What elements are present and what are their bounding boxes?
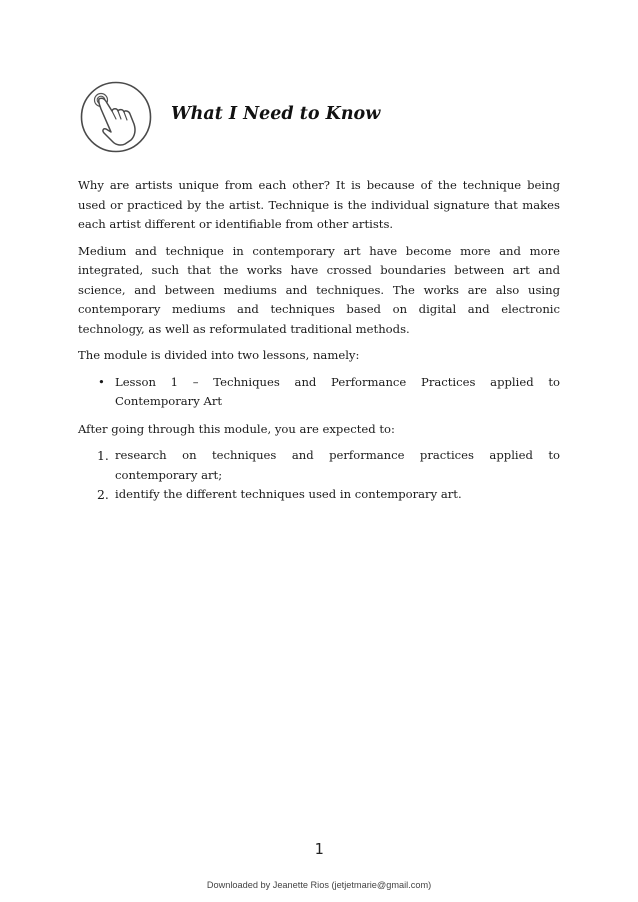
section-header [79, 80, 559, 158]
objective-text: identify the different techniques used in contemporary art. [115, 487, 462, 501]
intro-paragraph: Why are artists unique from each other? It is because of the technique being used or practiced by the artist. Technique is the individual signature that makes each artist different or identifiable from other artists. [78, 178, 560, 231]
bullet-icon: • [98, 374, 105, 389]
list-item [78, 446, 560, 485]
objective-text: research on techniques and performance practices applied to contemporary art; [115, 448, 560, 482]
medium-technique-paragraph: Medium and technique in contemporary art have become more and more integrated, such that the works have crossed boundaries between art and science, and between mediums and techniques. The works are also using contemporary mediums and techniques based on digital and electronic technology, as well as reformulated traditional methods. [78, 243, 560, 336]
lesson-text: Lesson 1 – Techniques and Performance Practices applied to Contemporary Art [115, 374, 560, 408]
page-number: 1 [314, 840, 324, 858]
list-item [78, 373, 560, 412]
section-title: What I Need to Know [171, 104, 381, 124]
list-item [78, 485, 560, 505]
objectives-list [78, 446, 560, 505]
objectives-intro: After going through this module, you are expected to: [78, 421, 395, 436]
pointing-hand-icon [79, 80, 153, 154]
download-footer: Downloaded by Jeanette Rios (jetjetmarie@gmail.com) [206, 880, 432, 890]
item-number: 1. [97, 448, 109, 463]
lessons-list [78, 373, 560, 412]
lessons-intro: The module is divided into two lessons, namely: [78, 348, 360, 362]
item-number: 2. [97, 487, 109, 502]
module-content [78, 176, 560, 505]
